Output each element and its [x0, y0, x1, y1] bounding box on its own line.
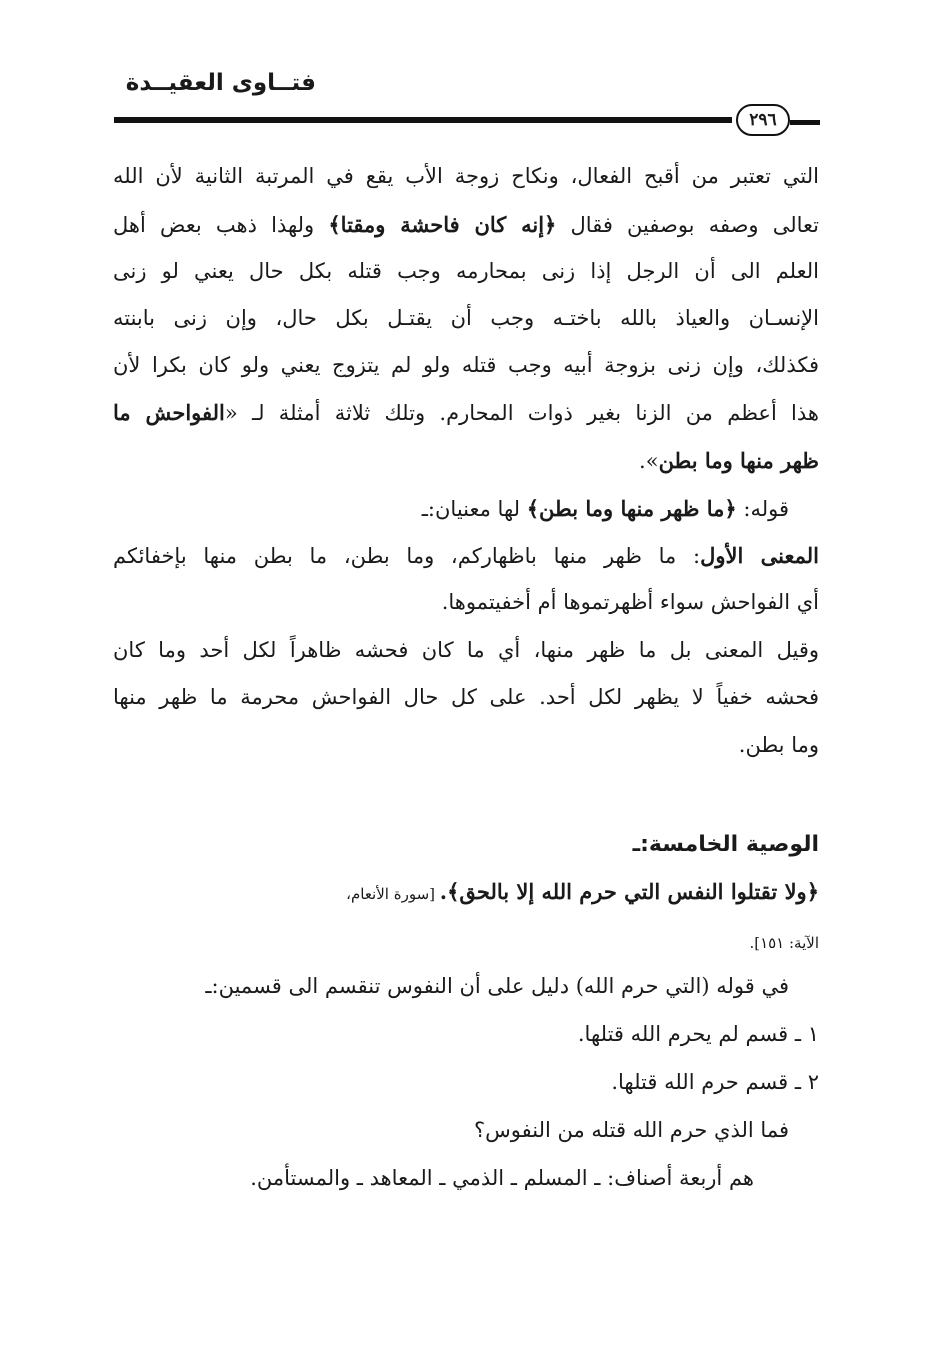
section-heading: الوصية الخامسة:ـ — [632, 832, 819, 857]
quran-quote: ﴿إنه كان فاحشة ومقتا﴾ — [328, 212, 557, 237]
page-number: ٢٩٦ — [736, 104, 790, 136]
paragraph-line: وقيل المعنى بل ما ظهر منها، أي ما كان فحشه ظاهراً لكل أحد وما كان — [113, 638, 819, 662]
paragraph-line: هذا أعظم من الزنا بغير ذوات المحارم. وتلك ثلاثة أمثلة لـ «الفواحش ما — [113, 400, 819, 425]
paragraph-line: العلم الى أن الرجل إذا زنى بمحارمه وجب قتله بكل حال يعني لو زنى — [113, 259, 819, 283]
paragraph-line: فحشه خفياً لا يظهر لكل أحد. على كل حال الفواحش محرمة ما ظهر منها — [113, 685, 819, 709]
verse-line — [346, 879, 819, 904]
paragraph-line: في قوله (التي حرم الله) دليل على أن النفوس تنقسم الى قسمين:ـ — [205, 974, 789, 998]
paragraph-line: فكذلك، وإن زنى بزوجة أبيه وجب قتله ولو لم يتزوج يعني ولو كان بكرا لأن — [113, 353, 819, 377]
list-item: ٢ ـ قسم حرم الله قتلها. — [611, 1070, 819, 1094]
meaning-label: المعنى الأول — [700, 543, 819, 568]
list-item: ١ ـ قسم لم يحرم الله قتلها. — [577, 1022, 819, 1046]
verse-reference: الآية: ١٥١]. — [749, 934, 819, 952]
quran-verse: ﴿ولا تقتلوا النفس التي حرم الله إلا بالحق﴾. — [439, 879, 819, 904]
header-rule-end — [790, 120, 820, 125]
running-header-title: فتــاوى العقيــدة — [125, 70, 316, 96]
answer-line: هم أربعة أصناف: ـ المسلم ـ الذمي ـ المعاهد ـ والمستأمن. — [250, 1166, 754, 1190]
paragraph-line: وما بطن. — [738, 733, 819, 757]
quran-quote: الفواحش ما — [113, 400, 225, 425]
paragraph-line: المعنى الأول: ما ظهر منها باظهاركم، وما بطن، ما بطن منها بإخفائكم — [113, 543, 819, 568]
paragraph-line: ظهر منها وما بطن». — [639, 448, 819, 473]
paragraph-line: قوله: ﴿ما ظهر منها وما بطن﴾ لها معنيان:ـ — [421, 496, 789, 521]
header-rule — [114, 117, 732, 123]
question-line: فما الذي حرم الله قتله من النفوس؟ — [474, 1118, 789, 1142]
quran-quote: ظهر منها وما بطن — [658, 448, 819, 473]
paragraph-line: أي الفواحش سواء أظهرتموها أم أخفيتموها. — [441, 590, 819, 614]
paragraph-line: التي تعتبر من أقبح الفعال، ونكاح زوجة الأب يقع في المرتبة الثانية لأن الله — [113, 164, 819, 188]
paragraph-line: تعالى وصفه بوصفين فقال ﴿إنه كان فاحشة ومقتا﴾ ولهذا ذهب بعض أهل — [113, 212, 820, 237]
paragraph-line: الإنسـان والعياذ بالله باختـه وجب أن يقتـل بكل حال، وإن زنى بابنته — [113, 306, 819, 330]
verse-reference: [سورة الأنعام، — [346, 885, 440, 903]
quran-quote: ﴿ما ظهر منها وما بطن﴾ — [526, 496, 737, 521]
